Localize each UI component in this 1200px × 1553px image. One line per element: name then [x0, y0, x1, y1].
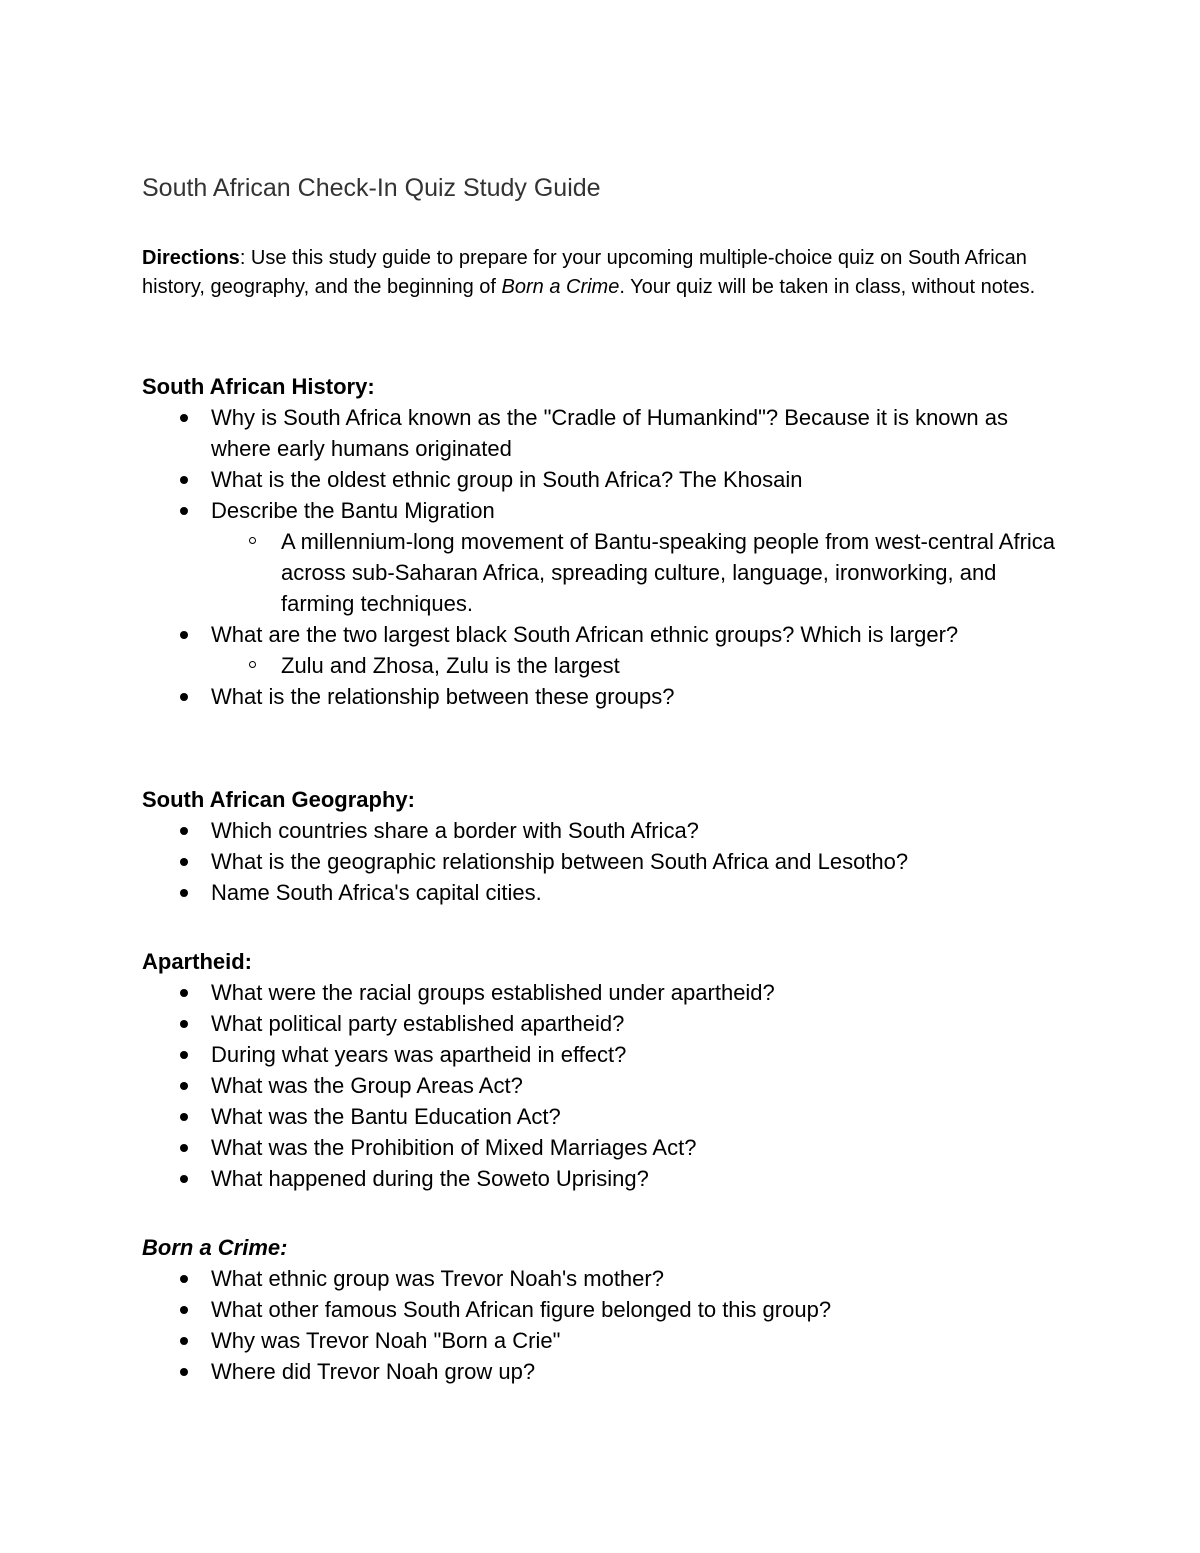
list-item — [142, 1356, 1062, 1387]
hollow-bullet-icon — [249, 661, 256, 668]
bullet-icon — [180, 507, 188, 515]
list-item-text: What other famous South African figure belonged to this group? — [211, 1297, 832, 1322]
list-item-text: What is the oldest ethnic group in South Africa? The Khosain — [211, 467, 803, 492]
list-item-text: What was the Prohibition of Mixed Marriages Act? — [211, 1135, 697, 1160]
bullet-icon — [180, 858, 188, 866]
section-history — [142, 371, 1062, 712]
bullet-icon — [180, 631, 188, 639]
book-title: Born a Crime — [501, 275, 620, 298]
bullet-icon — [180, 1306, 188, 1314]
bullet-icon — [180, 989, 188, 997]
sub-list — [211, 526, 1062, 619]
bullet-icon — [180, 1051, 188, 1059]
list-item — [142, 1294, 1062, 1325]
directions-text: : Use this study guide to prepare for your upcoming multiple-choice quiz on South African history, geography, and the beginning of — [142, 247, 1027, 298]
list-item — [142, 977, 1062, 1008]
section-heading-geography: South African Geography: — [142, 787, 415, 812]
bullet-icon — [180, 1368, 188, 1376]
list-item — [142, 1325, 1062, 1356]
bullet-icon — [180, 693, 188, 701]
bullet-icon — [180, 476, 188, 484]
list-item — [142, 495, 1062, 619]
list-item — [142, 1070, 1062, 1101]
sub-list — [211, 650, 1062, 681]
geography-list — [142, 815, 1062, 908]
directions-label: Directions — [142, 247, 240, 269]
list-item — [142, 1039, 1062, 1070]
list-item-text: Why was Trevor Noah "Born a Crie" — [211, 1328, 561, 1353]
list-item — [142, 815, 1062, 846]
list-item-text: What was the Bantu Education Act? — [211, 1104, 561, 1129]
list-item — [142, 1101, 1062, 1132]
bullet-icon — [180, 1082, 188, 1090]
bullet-icon — [180, 889, 188, 897]
section-geography — [142, 784, 1062, 908]
list-item — [142, 846, 1062, 877]
list-item — [142, 464, 1062, 495]
section-born-a-crime — [142, 1232, 1062, 1387]
born-a-crime-list — [142, 1263, 1062, 1387]
bullet-icon — [180, 827, 188, 835]
section-heading-history: South African History: — [142, 374, 375, 399]
bullet-icon — [180, 1020, 188, 1028]
bullet-icon — [180, 1144, 188, 1152]
hollow-bullet-icon — [249, 537, 256, 544]
sub-list-item — [210, 526, 1062, 619]
list-item — [142, 402, 1062, 464]
bullet-icon — [180, 414, 188, 422]
directions-text-end: . Your quiz will be taken in class, without notes. — [619, 275, 1036, 298]
list-item — [142, 1008, 1062, 1039]
list-item — [142, 681, 1062, 712]
list-item-text: Name South Africa's capital cities. — [211, 880, 542, 905]
list-item-text: What is the geographic relationship between South Africa and Lesotho? — [211, 849, 909, 874]
document-page — [142, 170, 1062, 1387]
sub-list-item-text: Zulu and Zhosa, Zulu is the largest — [281, 653, 620, 678]
list-item-text: Which countries share a border with South Africa? — [211, 818, 699, 843]
list-item-text: Where did Trevor Noah grow up? — [211, 1359, 536, 1384]
list-item-text: What are the two largest black South African ethnic groups? Which is larger? — [211, 622, 959, 647]
sub-list-item-text: A millennium-long movement of Bantu-speaking people from west-central Africa across sub-Saharan Africa, spreading culture, language, ironworking, and farming techniques. — [281, 529, 1056, 616]
list-item-text: Why is South Africa known as the "Cradle of Humankind"? Because it is known as where early humans originated — [211, 405, 1009, 461]
bullet-icon — [180, 1175, 188, 1183]
list-item-text: What is the relationship between these groups? — [211, 684, 675, 709]
page-title: South African Check-In Quiz Study Guide — [142, 174, 601, 202]
list-item — [142, 1163, 1062, 1194]
list-item-text: What political party established apartheid? — [211, 1011, 625, 1036]
list-item-text: What were the racial groups established under apartheid? — [211, 980, 775, 1005]
list-item — [142, 877, 1062, 908]
section-heading-born-a-crime: Born a Crime: — [142, 1235, 288, 1260]
list-item — [142, 1132, 1062, 1163]
list-item-text: What ethnic group was Trevor Noah's mother? — [211, 1266, 664, 1291]
section-heading-apartheid: Apartheid: — [142, 949, 252, 974]
bullet-icon — [180, 1113, 188, 1121]
bullet-icon — [180, 1337, 188, 1345]
list-item-text: Describe the Bantu Migration — [211, 498, 495, 523]
list-item — [142, 1263, 1062, 1294]
list-item-text: What happened during the Soweto Uprising? — [211, 1166, 649, 1191]
list-item-text: During what years was apartheid in effect? — [211, 1042, 627, 1067]
section-apartheid — [142, 946, 1062, 1194]
list-item-text: What was the Group Areas Act? — [211, 1073, 523, 1098]
sub-list-item — [210, 650, 1062, 681]
list-item — [142, 619, 1062, 681]
history-list — [142, 402, 1062, 712]
bullet-icon — [180, 1275, 188, 1283]
apartheid-list — [142, 977, 1062, 1194]
directions-paragraph — [142, 244, 1062, 301]
